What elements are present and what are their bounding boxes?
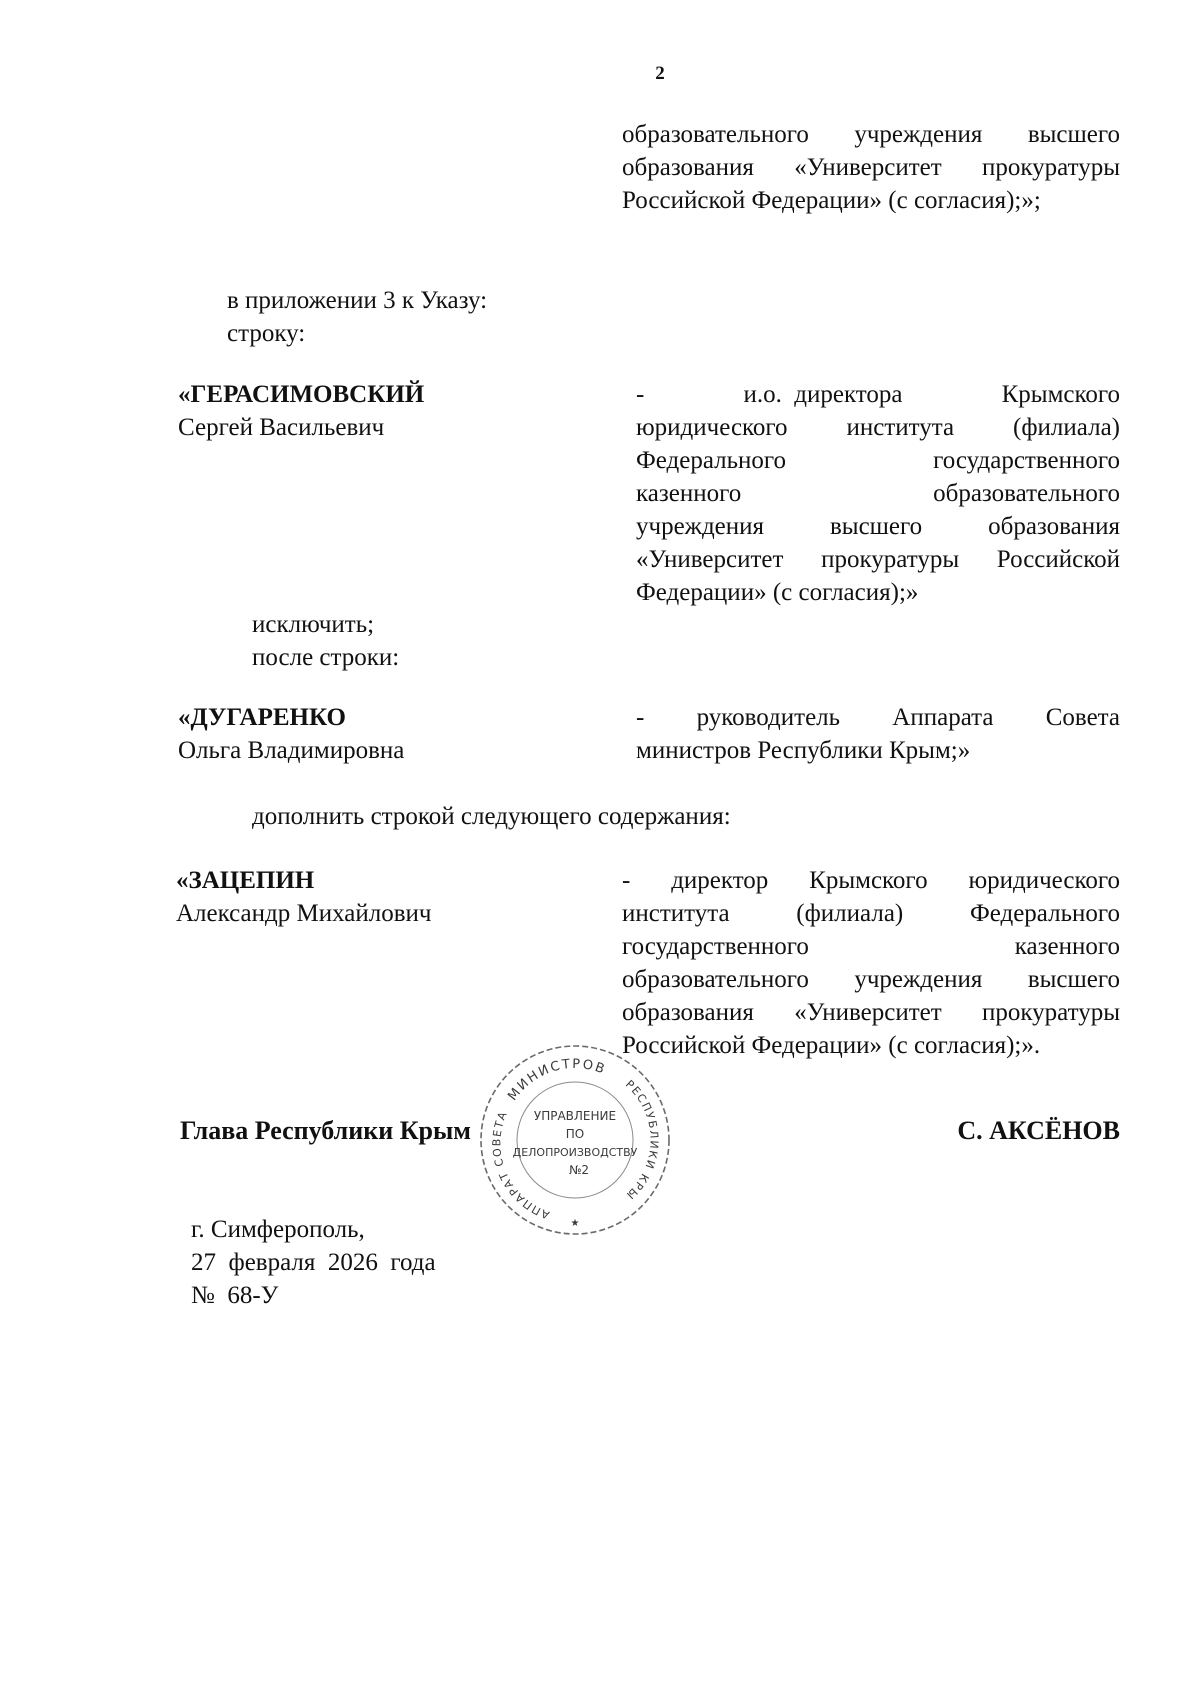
position-line: казенного образовательного xyxy=(636,480,1120,507)
signature-name: С. АКСЁНОВ xyxy=(957,1116,1120,1145)
continuation-text xyxy=(622,118,1120,217)
stamp-ring-text xyxy=(505,1057,608,1104)
stamp-center-line: УПРАВЛЕНИЕ xyxy=(533,1109,617,1123)
stamp-ring-right: РЕСПУБЛИКИ КРЫ xyxy=(622,1077,661,1203)
stamp-center-line: №2 xyxy=(568,1163,590,1177)
stamp-star-icon: ★ xyxy=(570,1218,580,1229)
stamp-center-line: ДЕЛОПРОИЗВОДСТВУ xyxy=(512,1146,638,1159)
position-line: юридического института (филиала) xyxy=(636,414,1120,441)
position-line: государственного казенного xyxy=(622,933,1120,960)
position-line: - и.о. директора Крымского xyxy=(636,381,1120,408)
position-line: института (филиала) Федерального xyxy=(622,900,1120,927)
position-line: - руководитель Аппарата Совета xyxy=(636,704,1120,731)
instruction-exclude xyxy=(252,608,399,674)
stamp-ring-text xyxy=(490,1109,551,1222)
continuation-line: образовательного учреждения высшего xyxy=(622,121,1120,148)
position-line: министров Республики Крым;» xyxy=(636,737,971,764)
position-line: образования «Университет прокуратуры xyxy=(622,999,1120,1026)
position-line: - директор Крымского юридического xyxy=(622,867,1120,894)
continuation-line: Российской Федерации» (с согласия);»; xyxy=(622,187,1041,214)
instruction-line: строку: xyxy=(227,320,306,347)
position-line: «Университет прокуратуры Российской xyxy=(636,546,1120,573)
page-number: 2 xyxy=(655,63,665,84)
entry-surname: «ДУГАРЕНКО xyxy=(178,704,346,731)
footer-city: г. Симферополь, xyxy=(191,1216,365,1243)
position-line: Российской Федерации» (с согласия);». xyxy=(622,1032,1041,1059)
stamp-ring-top: МИНИСТРОВ xyxy=(505,1056,609,1104)
entry-surname: «ЗАЦЕПИН xyxy=(176,867,315,894)
entry-gerasimovsky-position xyxy=(636,378,1120,609)
stamp-center-line: ПО xyxy=(565,1127,585,1141)
position-line: Федерации» (с согласия);» xyxy=(636,579,919,606)
instruction-add xyxy=(252,800,731,833)
position-line: образовательного учреждения высшего xyxy=(622,966,1120,993)
position-line: учреждения высшего образования xyxy=(636,513,1120,540)
entry-zatsepin-position xyxy=(622,864,1120,1062)
entry-given-name: Александр Михайлович xyxy=(176,900,432,927)
instruction-line: исключить; xyxy=(252,611,375,638)
continuation-line: образования «Университет прокуратуры xyxy=(622,154,1120,181)
entry-surname: «ГЕРАСИМОВСКИЙ xyxy=(178,381,425,408)
stamp-graphic xyxy=(475,1040,675,1240)
entry-given-name: Ольга Владимировна xyxy=(178,737,405,764)
entry-dugarenko-name xyxy=(178,701,404,767)
instruction-appendix xyxy=(227,284,487,350)
footer-date: 27 февраля 2026 года xyxy=(191,1249,436,1276)
stamp-ring-left: АППАРАТ СОВЕТА xyxy=(490,1108,552,1222)
position-line: Федерального государственного xyxy=(636,447,1120,474)
footer-block xyxy=(191,1213,436,1312)
entry-given-name: Сергей Васильевич xyxy=(178,414,385,441)
entry-zatsepin-name xyxy=(176,864,431,930)
footer-number: № 68-У xyxy=(191,1282,279,1309)
entry-gerasimovsky-name xyxy=(178,378,424,444)
instruction-line: в приложении 3 к Указу: xyxy=(227,287,488,314)
signature-title: Глава Республики Крым xyxy=(180,1116,472,1145)
instruction-line: дополнить строкой следующего содержания: xyxy=(252,803,731,830)
instruction-line: после строки: xyxy=(252,644,400,671)
entry-dugarenko-position xyxy=(636,701,1120,767)
official-stamp xyxy=(475,1040,675,1240)
